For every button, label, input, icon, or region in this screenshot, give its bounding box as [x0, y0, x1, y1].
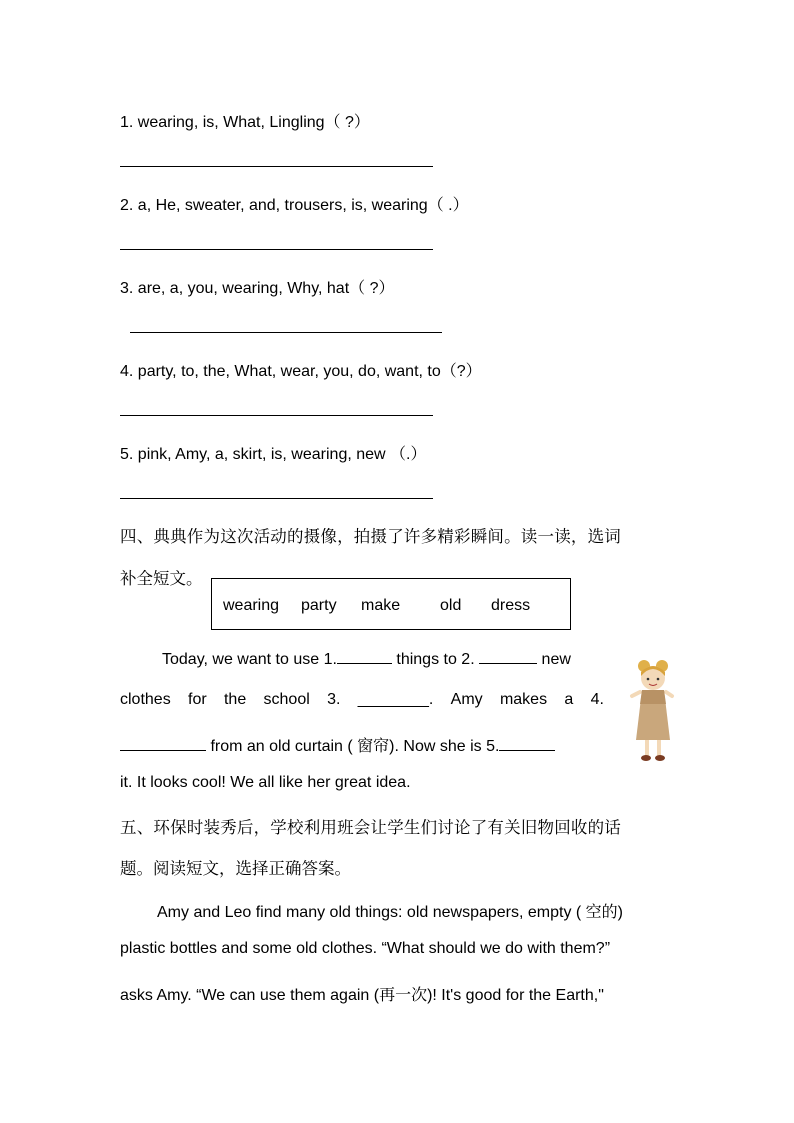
question-1: 1. wearing, is, What, Lingling（ ?）: [120, 114, 370, 131]
passage-text: things to 2.: [391, 651, 480, 668]
blank-2[interactable]: [479, 649, 537, 664]
passage-word: 4.: [590, 691, 604, 708]
word-party: party: [301, 597, 337, 614]
answer-line-3[interactable]: [130, 332, 442, 333]
passage-text: from an old curtain ( 窗帘). Now she is 5.: [206, 738, 500, 755]
passage-line-1: [162, 649, 571, 669]
passage-line-4: it. It looks cool! We all like her great idea.: [120, 774, 411, 791]
word-wearing: wearing: [223, 597, 280, 614]
answer-line-5[interactable]: [120, 498, 433, 499]
section4-heading-cont: 补全短文。: [120, 569, 203, 588]
passage-word: a: [564, 691, 574, 708]
blank-3[interactable]: ________.: [357, 691, 434, 708]
question-4: 4. party, to, the, What, wear, you, do, want, to（?）: [120, 363, 482, 380]
question-3: 3. are, a, you, wearing, Why, hat（ ?）: [120, 280, 395, 297]
passage-word: 3.: [327, 691, 341, 708]
passage-text: Today, we want to use 1.: [162, 651, 337, 668]
blank-5[interactable]: [499, 736, 555, 751]
section5-heading-cont: 题。阅读短文，选择正确答案。: [120, 859, 351, 878]
word-bank: [211, 578, 571, 630]
girl-illustration: [626, 658, 678, 768]
passage-word: Amy: [450, 691, 483, 708]
answer-line-2[interactable]: [120, 249, 433, 250]
word-old: old: [440, 597, 462, 614]
reading-line-2: plastic bottles and some old clothes. “What should we do with them?”: [120, 940, 611, 957]
passage-line-3: [120, 733, 555, 756]
section4-heading: 四、典典作为这次活动的摄像，拍摄了许多精彩瞬间。读一读，选词: [120, 527, 621, 546]
reading-line-1: Amy and Leo find many old things: old newspapers, empty ( 空的): [157, 904, 624, 921]
question-5: 5. pink, Amy, a, skirt, is, wearing, new （.）: [120, 446, 427, 463]
answer-line-4[interactable]: [120, 415, 433, 416]
question-2: 2. a, He, sweater, and, trousers, is, wearing（ .）: [120, 197, 469, 214]
passage-line-2: [120, 691, 604, 709]
word-make: make: [361, 597, 401, 614]
answer-line-1[interactable]: [120, 166, 433, 167]
passage-text: new: [537, 651, 571, 668]
passage-word: makes: [499, 691, 548, 708]
reading-line-3: asks Amy. “We can use them again (再一次)! It's good for the Earth,": [120, 987, 604, 1004]
section5-heading: 五、环保时装秀后，学校利用班会让学生们讨论了有关旧物回收的话: [120, 818, 621, 837]
word-dress: dress: [491, 597, 531, 614]
blank-1[interactable]: [337, 649, 392, 664]
passage-word: for: [188, 691, 207, 708]
passage-word: school: [263, 691, 310, 708]
blank-4[interactable]: [120, 736, 206, 751]
passage-word: clothes: [120, 691, 171, 708]
passage-word: the: [223, 691, 247, 708]
